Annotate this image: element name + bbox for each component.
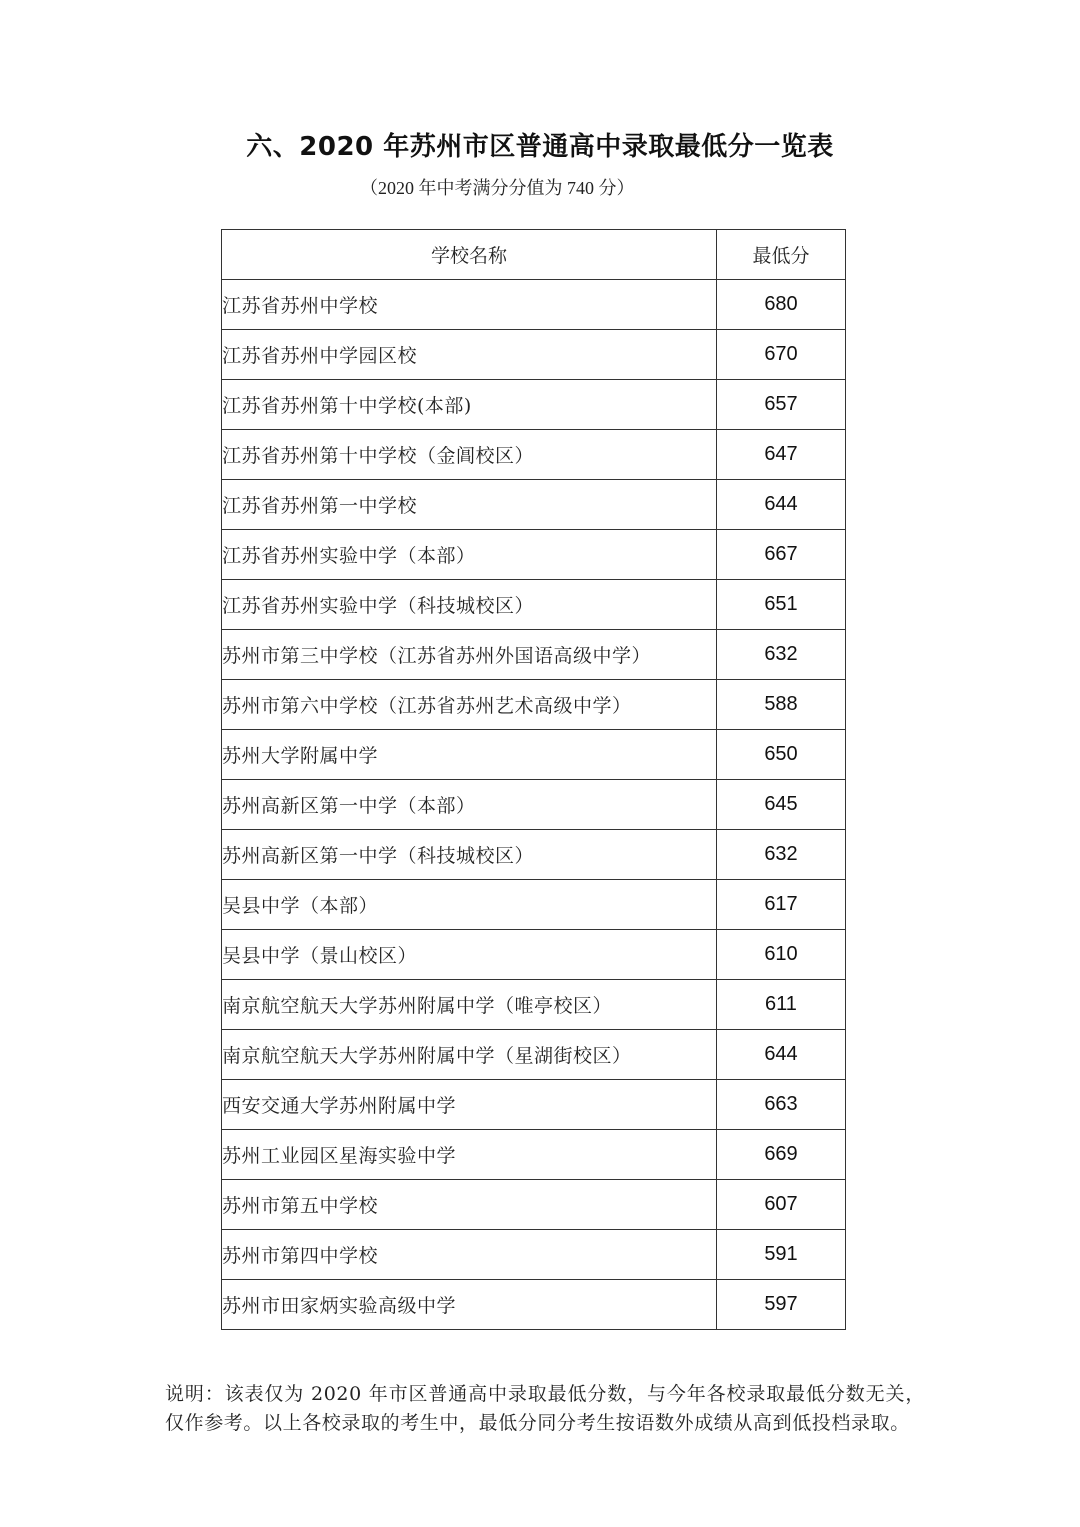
- school-name: 苏州工业园区星海实验中学: [222, 1130, 717, 1180]
- min-score: 597: [717, 1280, 846, 1330]
- table-row: [222, 530, 846, 580]
- school-name: 苏州高新区第一中学（科技城校区）: [222, 830, 717, 880]
- table-row: [222, 1280, 846, 1330]
- table-row: [222, 680, 846, 730]
- school-name: 苏州市第六中学校（江苏省苏州艺术高级中学）: [222, 680, 717, 730]
- subtitle: （2020 年中考满分分值为 740 分）: [360, 178, 635, 198]
- school-name: 吴县中学（本部）: [222, 880, 717, 930]
- min-score: 607: [717, 1180, 846, 1230]
- min-score: 650: [717, 730, 846, 780]
- table-row: [222, 330, 846, 380]
- min-score: 588: [717, 680, 846, 730]
- table-row: [222, 430, 846, 480]
- table-row: [222, 630, 846, 680]
- min-score: 667: [717, 530, 846, 580]
- min-score: 657: [717, 380, 846, 430]
- school-name: 苏州大学附属中学: [222, 730, 717, 780]
- min-score: 611: [717, 980, 846, 1030]
- table-row: [222, 580, 846, 630]
- table-row: [222, 1130, 846, 1180]
- header-school-name: 学校名称: [222, 230, 717, 280]
- min-score: 645: [717, 780, 846, 830]
- min-score: 644: [717, 1030, 846, 1080]
- min-score: 663: [717, 1080, 846, 1130]
- school-name: 吴县中学（景山校区）: [222, 930, 717, 980]
- table-row: [222, 980, 846, 1030]
- min-score: 591: [717, 1230, 846, 1280]
- page-title: 六、2020 年苏州市区普通高中录取最低分一览表: [246, 132, 834, 162]
- school-name: 江苏省苏州中学园区校: [222, 330, 717, 380]
- school-name: 江苏省苏州中学校: [222, 280, 717, 330]
- min-score: 632: [717, 830, 846, 880]
- table-row: [222, 1180, 846, 1230]
- table-row: [222, 730, 846, 780]
- table-row: [222, 1030, 846, 1080]
- table-row: [222, 1080, 846, 1130]
- school-name: 苏州高新区第一中学（本部）: [222, 780, 717, 830]
- min-score: 610: [717, 930, 846, 980]
- table-row: [222, 780, 846, 830]
- school-name: 江苏省苏州实验中学（本部）: [222, 530, 717, 580]
- school-name: 南京航空航天大学苏州附属中学（星湖街校区）: [222, 1030, 717, 1080]
- score-table: [221, 229, 846, 1330]
- table-row: [222, 880, 846, 930]
- school-name: 苏州市第五中学校: [222, 1180, 717, 1230]
- school-name: 江苏省苏州第十中学校(本部): [222, 380, 717, 430]
- table-row: [222, 480, 846, 530]
- min-score: 651: [717, 580, 846, 630]
- school-name: 苏州市第四中学校: [222, 1230, 717, 1280]
- school-name: 江苏省苏州第一中学校: [222, 480, 717, 530]
- table-row: [222, 380, 846, 430]
- school-name: 苏州市第三中学校（江苏省苏州外国语高级中学）: [222, 630, 717, 680]
- explanatory-note: 说明：该表仅为 2020 年市区普通高中录取最低分数，与今年各校录取最低分数无关，仅作参考。以上各校录取的考生中，最低分同分考生按语数外成绩从高到低投档录取。: [165, 1383, 925, 1434]
- table-header-row: [222, 230, 846, 280]
- min-score: 647: [717, 430, 846, 480]
- min-score: 617: [717, 880, 846, 930]
- school-name: 江苏省苏州第十中学校（金阊校区）: [222, 430, 717, 480]
- school-name: 苏州市田家炳实验高级中学: [222, 1280, 717, 1330]
- min-score: 680: [717, 280, 846, 330]
- min-score: 669: [717, 1130, 846, 1180]
- school-name: 西安交通大学苏州附属中学: [222, 1080, 717, 1130]
- min-score: 644: [717, 480, 846, 530]
- min-score: 632: [717, 630, 846, 680]
- min-score: 670: [717, 330, 846, 380]
- table-row: [222, 930, 846, 980]
- table-row: [222, 280, 846, 330]
- school-name: 江苏省苏州实验中学（科技城校区）: [222, 580, 717, 630]
- table-row: [222, 1230, 846, 1280]
- table-row: [222, 830, 846, 880]
- school-name: 南京航空航天大学苏州附属中学（唯亭校区）: [222, 980, 717, 1030]
- header-min-score: 最低分: [717, 230, 846, 280]
